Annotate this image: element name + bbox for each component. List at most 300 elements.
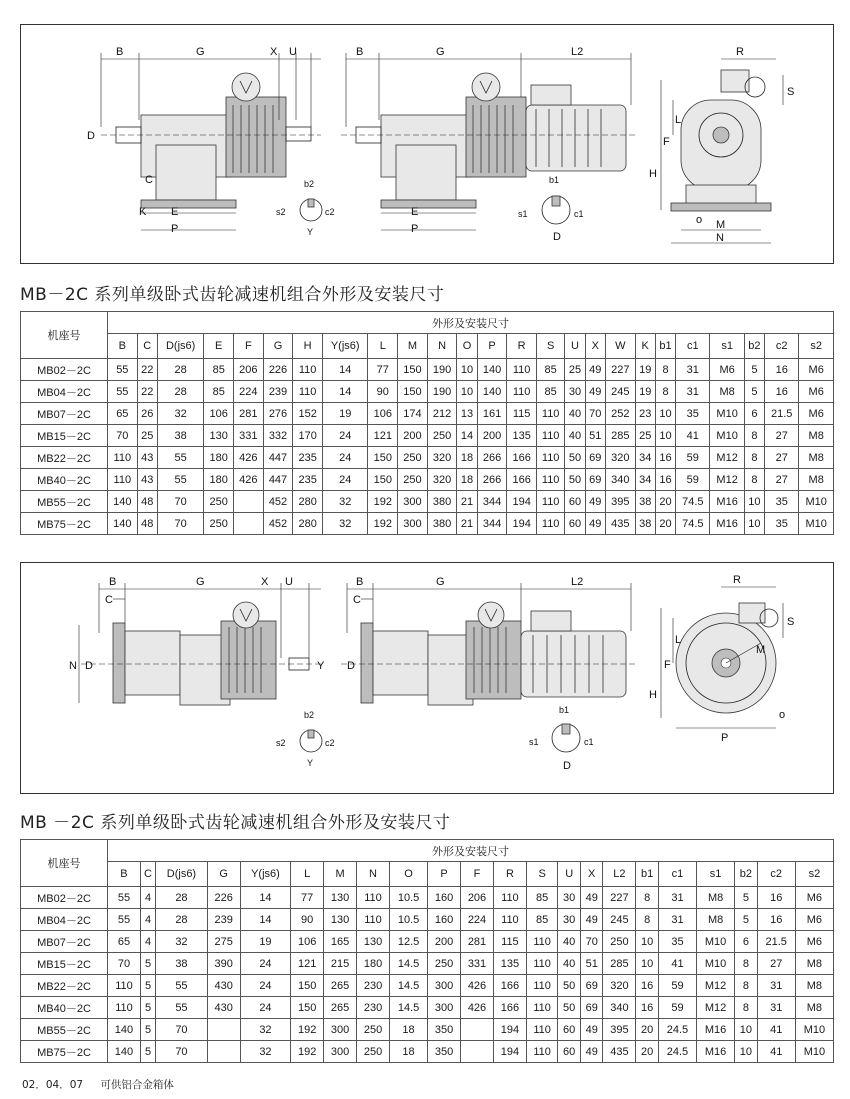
- table1-col-header: D(js6): [157, 334, 203, 359]
- table1-col-header: b2: [744, 334, 764, 359]
- value-cell: 59: [658, 997, 696, 1019]
- value-cell: 235: [293, 447, 323, 469]
- table2-col-header: b2: [735, 862, 758, 887]
- value-cell: 110: [108, 469, 138, 491]
- value-cell: M8: [799, 469, 834, 491]
- dim2-U-label: U: [285, 576, 293, 588]
- value-cell: 22: [137, 381, 157, 403]
- value-cell: 38: [635, 513, 655, 535]
- value-cell: 239: [263, 381, 293, 403]
- value-cell: 140: [108, 1041, 141, 1063]
- dim2-B-label: B: [109, 576, 117, 588]
- dim2-F-label: F: [664, 659, 671, 671]
- value-cell: 38: [157, 425, 203, 447]
- table1-col-header: E: [204, 334, 234, 359]
- value-cell: 14.5: [389, 953, 427, 975]
- table1-col-header: c1: [676, 334, 710, 359]
- dim-M-label: M: [716, 219, 726, 231]
- table-row: [21, 931, 834, 953]
- value-cell: 227: [603, 887, 636, 909]
- value-cell: 69: [585, 469, 605, 491]
- value-cell: 69: [580, 997, 603, 1019]
- value-cell: 110: [536, 469, 564, 491]
- dim-F-label: F: [663, 136, 670, 148]
- dim2-R-label: R: [733, 574, 741, 586]
- table1-col-header: O: [457, 334, 477, 359]
- value-cell: 110: [293, 381, 323, 403]
- table2-col-header: B: [108, 862, 141, 887]
- value-cell: 60: [558, 1041, 581, 1063]
- value-cell: 110: [108, 447, 138, 469]
- value-cell: 331: [234, 425, 264, 447]
- value-cell: [234, 491, 264, 513]
- table-row: [21, 447, 834, 469]
- value-cell: 16: [655, 447, 675, 469]
- value-cell: 16: [765, 381, 799, 403]
- table1-col-header: H: [293, 334, 323, 359]
- value-cell: 130: [357, 931, 390, 953]
- value-cell: 21.5: [765, 403, 799, 425]
- value-cell: 25: [565, 359, 585, 381]
- value-cell: M8: [795, 997, 833, 1019]
- value-cell: 5: [735, 887, 758, 909]
- value-cell: 250: [204, 513, 234, 535]
- value-cell: 28: [157, 381, 203, 403]
- value-cell: 50: [565, 447, 585, 469]
- dim2-D2-label: D: [347, 660, 355, 672]
- value-cell: 22: [137, 359, 157, 381]
- dim2-P-label: P: [721, 732, 729, 744]
- table2-col-header: O: [389, 862, 427, 887]
- value-cell: 70: [585, 403, 605, 425]
- value-cell: 20: [636, 1041, 659, 1063]
- model-cell: MB55－2C: [21, 1019, 108, 1041]
- value-cell: 180: [204, 469, 234, 491]
- value-cell: 285: [605, 425, 635, 447]
- value-cell: 121: [368, 425, 398, 447]
- value-cell: 390: [207, 953, 240, 975]
- value-cell: 110: [526, 1019, 558, 1041]
- value-cell: 150: [291, 997, 324, 1019]
- value-cell: 8: [744, 447, 764, 469]
- value-cell: 70: [156, 1019, 208, 1041]
- table2-col-header: S: [526, 862, 558, 887]
- table1-col-header: L: [368, 334, 398, 359]
- value-cell: M8: [697, 887, 735, 909]
- value-cell: 110: [293, 359, 323, 381]
- value-cell: M8: [799, 425, 834, 447]
- table2-col-header: s2: [795, 862, 833, 887]
- value-cell: 30: [558, 909, 581, 931]
- value-cell: 55: [157, 447, 203, 469]
- value-cell: 110: [357, 909, 390, 931]
- value-cell: 55: [108, 359, 138, 381]
- key-s1-label: s1: [518, 209, 528, 219]
- table2-col-header: c2: [757, 862, 795, 887]
- value-cell: 300: [324, 1019, 357, 1041]
- value-cell: 19: [635, 381, 655, 403]
- value-cell: 160: [428, 887, 461, 909]
- value-cell: 24.5: [658, 1019, 696, 1041]
- value-cell: 166: [493, 997, 526, 1019]
- value-cell: 110: [526, 997, 558, 1019]
- spec-table-1: [20, 311, 834, 535]
- value-cell: 41: [658, 953, 696, 975]
- value-cell: 31: [757, 997, 795, 1019]
- value-cell: 21: [457, 491, 477, 513]
- value-cell: 4: [140, 909, 155, 931]
- value-cell: 8: [735, 953, 758, 975]
- table2-col-header: c1: [658, 862, 696, 887]
- value-cell: M8: [799, 447, 834, 469]
- table-row: [21, 491, 834, 513]
- value-cell: [461, 1041, 494, 1063]
- value-cell: 190: [427, 381, 457, 403]
- value-cell: 165: [324, 931, 357, 953]
- value-cell: 235: [293, 469, 323, 491]
- value-cell: 70: [157, 491, 203, 513]
- value-cell: 180: [204, 447, 234, 469]
- value-cell: 20: [655, 513, 675, 535]
- value-cell: 55: [156, 997, 208, 1019]
- value-cell: 5: [140, 953, 155, 975]
- value-cell: 320: [605, 447, 635, 469]
- dim-R-label: R: [736, 46, 744, 58]
- value-cell: 24: [322, 425, 368, 447]
- value-cell: M12: [697, 997, 735, 1019]
- value-cell: 106: [291, 931, 324, 953]
- value-cell: 300: [428, 975, 461, 997]
- table-row: [21, 909, 834, 931]
- value-cell: 8: [735, 997, 758, 1019]
- value-cell: 65: [108, 403, 138, 425]
- key-b2-label: b2: [304, 179, 315, 189]
- value-cell: 30: [558, 887, 581, 909]
- value-cell: 10: [655, 403, 675, 425]
- value-cell: 49: [585, 359, 605, 381]
- value-cell: 31: [676, 359, 710, 381]
- value-cell: 85: [204, 359, 234, 381]
- value-cell: 266: [477, 469, 507, 491]
- value-cell: 161: [477, 403, 507, 425]
- table1-col-header: S: [536, 334, 564, 359]
- value-cell: 110: [536, 403, 564, 425]
- value-cell: 41: [757, 1019, 795, 1041]
- value-cell: 194: [507, 491, 537, 513]
- table2-col-header: G: [207, 862, 240, 887]
- table-row: [21, 469, 834, 491]
- table1-col-header: s1: [710, 334, 744, 359]
- model-cell: MB22－2C: [21, 975, 108, 997]
- value-cell: 426: [461, 997, 494, 1019]
- value-cell: 5: [744, 359, 764, 381]
- model-cell: MB75－2C: [21, 1041, 108, 1063]
- value-cell: 35: [658, 931, 696, 953]
- key-c1-label: c1: [574, 209, 584, 219]
- value-cell: 150: [291, 975, 324, 997]
- value-cell: 140: [108, 491, 138, 513]
- value-cell: 350: [428, 1041, 461, 1063]
- value-cell: M10: [697, 931, 735, 953]
- table1-col-header: R: [507, 334, 537, 359]
- table2-col-header: L2: [603, 862, 636, 887]
- value-cell: 55: [108, 909, 141, 931]
- key2-s1-label: s1: [529, 737, 539, 747]
- table1-col-header: s2: [799, 334, 834, 359]
- value-cell: 230: [357, 997, 390, 1019]
- value-cell: M8: [795, 953, 833, 975]
- footer-date: 02．04．07: [22, 1079, 84, 1091]
- value-cell: 166: [507, 469, 537, 491]
- value-cell: 6: [744, 403, 764, 425]
- value-cell: 192: [291, 1019, 324, 1041]
- value-cell: 85: [536, 359, 564, 381]
- table2-col-header: U: [558, 862, 581, 887]
- value-cell: 70: [157, 513, 203, 535]
- value-cell: 60: [565, 513, 585, 535]
- table-row: [21, 975, 834, 997]
- value-cell: M10: [795, 1019, 833, 1041]
- model-cell: MB15－2C: [21, 425, 108, 447]
- value-cell: 14: [322, 359, 368, 381]
- value-cell: 140: [108, 513, 138, 535]
- value-cell: 426: [234, 469, 264, 491]
- value-cell: 150: [368, 469, 398, 491]
- value-cell: 28: [156, 887, 208, 909]
- dim-U-label: U: [289, 46, 297, 58]
- value-cell: 380: [427, 513, 457, 535]
- drawing-2-svg: [21, 563, 833, 793]
- value-cell: 31: [658, 887, 696, 909]
- value-cell: 110: [108, 997, 141, 1019]
- value-cell: 275: [207, 931, 240, 953]
- value-cell: 106: [204, 403, 234, 425]
- value-cell: 5: [140, 1041, 155, 1063]
- dim-C-label: C: [145, 174, 153, 186]
- value-cell: 426: [461, 975, 494, 997]
- value-cell: [207, 1019, 240, 1041]
- table1-col-header: U: [565, 334, 585, 359]
- value-cell: 74.5: [676, 513, 710, 535]
- value-cell: 35: [765, 491, 799, 513]
- model-cell: MB75－2C: [21, 513, 108, 535]
- value-cell: 340: [603, 997, 636, 1019]
- value-cell: 14: [240, 887, 291, 909]
- value-cell: 8: [735, 975, 758, 997]
- value-cell: 130: [204, 425, 234, 447]
- value-cell: 252: [605, 403, 635, 425]
- value-cell: M8: [697, 909, 735, 931]
- table-row: [21, 381, 834, 403]
- value-cell: 8: [744, 425, 764, 447]
- value-cell: M6: [795, 887, 833, 909]
- value-cell: 55: [157, 469, 203, 491]
- value-cell: 174: [398, 403, 428, 425]
- drawing-panel-2: [20, 562, 834, 794]
- value-cell: 21.5: [757, 931, 795, 953]
- table-row: [21, 403, 834, 425]
- value-cell: 10: [735, 1041, 758, 1063]
- value-cell: 110: [526, 931, 558, 953]
- value-cell: M6: [799, 359, 834, 381]
- table1-col-header: M: [398, 334, 428, 359]
- value-cell: 194: [493, 1019, 526, 1041]
- value-cell: 20: [655, 491, 675, 513]
- value-cell: 49: [580, 1019, 603, 1041]
- value-cell: 10: [744, 513, 764, 535]
- value-cell: 426: [234, 447, 264, 469]
- value-cell: 110: [493, 909, 526, 931]
- value-cell: [207, 1041, 240, 1063]
- value-cell: 85: [526, 909, 558, 931]
- value-cell: 340: [605, 469, 635, 491]
- value-cell: 70: [156, 1041, 208, 1063]
- value-cell: 16: [757, 887, 795, 909]
- table-row: [21, 513, 834, 535]
- dim-B-label: B: [116, 46, 124, 58]
- value-cell: 110: [536, 425, 564, 447]
- value-cell: 85: [536, 381, 564, 403]
- value-cell: 285: [603, 953, 636, 975]
- value-cell: 332: [263, 425, 293, 447]
- dim2-o-label: o: [779, 709, 786, 721]
- model-cell: MB02－2C: [21, 359, 108, 381]
- value-cell: M10: [799, 491, 834, 513]
- model-cell: MB55－2C: [21, 491, 108, 513]
- table2-col-header: b1: [636, 862, 659, 887]
- value-cell: 180: [357, 953, 390, 975]
- table1-col-header: F: [234, 334, 264, 359]
- value-cell: 48: [137, 491, 157, 513]
- drawing-panel-1: [20, 24, 834, 264]
- value-cell: 38: [156, 953, 208, 975]
- model-cell: MB40－2C: [21, 997, 108, 1019]
- table-row: [21, 359, 834, 381]
- value-cell: 16: [655, 469, 675, 491]
- value-cell: 110: [536, 447, 564, 469]
- value-cell: 266: [477, 447, 507, 469]
- value-cell: 27: [765, 447, 799, 469]
- value-cell: 380: [427, 491, 457, 513]
- table1-col-header: Y(js6): [322, 334, 368, 359]
- value-cell: M10: [795, 1041, 833, 1063]
- dim-D-label: D: [87, 130, 95, 142]
- value-cell: 70: [580, 931, 603, 953]
- value-cell: 8: [744, 469, 764, 491]
- value-cell: 10: [457, 359, 477, 381]
- value-cell: 190: [427, 359, 457, 381]
- value-cell: 31: [676, 381, 710, 403]
- value-cell: 430: [207, 997, 240, 1019]
- value-cell: 34: [635, 447, 655, 469]
- value-cell: 230: [357, 975, 390, 997]
- value-cell: 194: [493, 1041, 526, 1063]
- value-cell: 452: [263, 491, 293, 513]
- table1-col-header: N: [427, 334, 457, 359]
- value-cell: 34: [635, 469, 655, 491]
- key-D-label: D: [553, 231, 561, 243]
- dim-H-label: H: [649, 168, 657, 180]
- flange-motor-reducer-view: [341, 602, 636, 705]
- value-cell: 20: [636, 1019, 659, 1041]
- value-cell: 6: [735, 931, 758, 953]
- value-cell: 32: [157, 403, 203, 425]
- value-cell: 10: [655, 425, 675, 447]
- dim-K-label: K: [139, 206, 147, 218]
- value-cell: 10: [636, 953, 659, 975]
- value-cell: 350: [428, 1019, 461, 1041]
- value-cell: 40: [565, 425, 585, 447]
- value-cell: 106: [368, 403, 398, 425]
- table1-column-header-row: [21, 334, 834, 359]
- value-cell: 51: [585, 425, 605, 447]
- value-cell: 18: [457, 447, 477, 469]
- dim2-G2-label: G: [436, 576, 445, 588]
- value-cell: 24: [240, 953, 291, 975]
- table2-col-header: P: [428, 862, 461, 887]
- key2-Y-label: Y: [307, 758, 314, 768]
- value-cell: 435: [605, 513, 635, 535]
- table2-col-header: s1: [697, 862, 735, 887]
- dim2-S-label: S: [787, 616, 795, 628]
- value-cell: 14: [240, 909, 291, 931]
- value-cell: 32: [322, 513, 368, 535]
- section-heading-1: MB－2C 系列单级卧式齿轮减速机组合外形及安装尺寸: [20, 285, 445, 305]
- value-cell: 13: [457, 403, 477, 425]
- value-cell: 10.5: [389, 887, 427, 909]
- dim2-N-label: N: [69, 660, 77, 672]
- value-cell: 250: [357, 1041, 390, 1063]
- table1-col-header: b1: [655, 334, 675, 359]
- value-cell: 90: [291, 909, 324, 931]
- value-cell: 150: [368, 447, 398, 469]
- value-cell: 150: [398, 359, 428, 381]
- dim-G-label: G: [196, 46, 205, 58]
- value-cell: 227: [605, 359, 635, 381]
- value-cell: 331: [461, 953, 494, 975]
- value-cell: 10: [636, 931, 659, 953]
- value-cell: 8: [655, 359, 675, 381]
- value-cell: 32: [322, 491, 368, 513]
- value-cell: 245: [603, 909, 636, 931]
- model-cell: MB07－2C: [21, 403, 108, 425]
- value-cell: 38: [635, 491, 655, 513]
- value-cell: M6: [795, 931, 833, 953]
- table1-col-header: W: [605, 334, 635, 359]
- dim-L-label: L: [675, 114, 682, 126]
- value-cell: 110: [526, 953, 558, 975]
- value-cell: M6: [710, 359, 744, 381]
- value-cell: 110: [493, 887, 526, 909]
- value-cell: 110: [357, 887, 390, 909]
- value-cell: 130: [324, 909, 357, 931]
- value-cell: 447: [263, 447, 293, 469]
- table2-group-header: 外形及安装尺寸: [108, 840, 834, 862]
- value-cell: 16: [765, 359, 799, 381]
- value-cell: 224: [461, 909, 494, 931]
- dim-P2-label: P: [411, 223, 419, 235]
- value-cell: 395: [603, 1019, 636, 1041]
- value-cell: 74.5: [676, 491, 710, 513]
- value-cell: 55: [156, 975, 208, 997]
- value-cell: 226: [263, 359, 293, 381]
- value-cell: 43: [137, 447, 157, 469]
- value-cell: 21: [457, 513, 477, 535]
- value-cell: 24: [322, 447, 368, 469]
- dim2-X-label: X: [261, 576, 269, 588]
- table1-col-header: G: [263, 334, 293, 359]
- value-cell: 160: [428, 909, 461, 931]
